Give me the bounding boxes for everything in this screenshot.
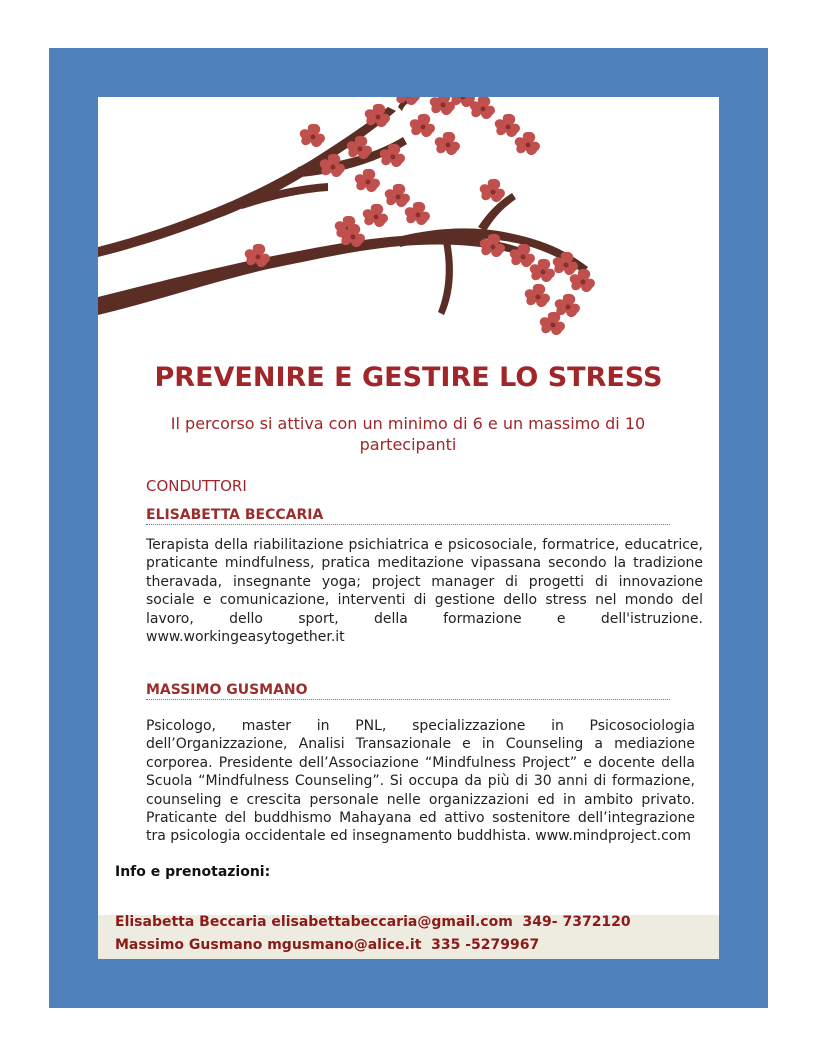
cherry-blossom-branch-illustration	[98, 97, 719, 347]
flyer-page	[98, 97, 719, 959]
participants-note: Il percorso si attiva con un minimo di 6 e un massimo di 10 partecipanti	[170, 414, 646, 454]
contact-gusmano: Massimo Gusmano mgusmano@alice.it 335 -5279967	[115, 937, 540, 953]
contact-beccaria: Elisabetta Beccaria elisabettabeccaria@gmail.com 349- 7372120	[115, 914, 631, 930]
conductor-name-beccaria: ELISABETTA BECCARIA	[146, 507, 670, 525]
conductor-bio-gusmano: Psicologo, master in PNL, specializzazione in Psicosociologia dell’Organizzazione, Analisi Transazionale e in Counseling a mediazione corporea. Presidente dell’Associazione “Mindfulness Project” e docente della Scuola “Mindfulness Counseling”. Si occupa da più di 30 anni di formazione, counseling e crescita personale nelle organizzazioni ed in ambito privato. Praticante del buddhismo Mahayana ed attivo sostenitore dell’integrazione tra psicologia occidentale ed insegnamento buddhista. www.mindproject.com	[146, 718, 695, 845]
conductors-heading: CONDUTTORI	[146, 477, 247, 495]
page-title: PREVENIRE E GESTIRE LO STRESS	[154, 362, 663, 393]
info-heading: Info e prenotazioni:	[115, 864, 271, 880]
conductor-name-gusmano: MASSIMO GUSMANO	[146, 682, 670, 700]
conductor-bio-beccaria: Terapista della riabilitazione psichiatrica e psicosociale, formatrice, educatrice, praticante mindfulness, pratica meditazione vipassana secondo la tradizione theravada, insegnante yoga; project manager di progetti di innovazione sociale e comunicazione, interventi di gestione dello stress nel mondo del lavoro, dello sport, della formazione e dell'istruzione. www.workingeasytogether.it	[146, 537, 703, 646]
